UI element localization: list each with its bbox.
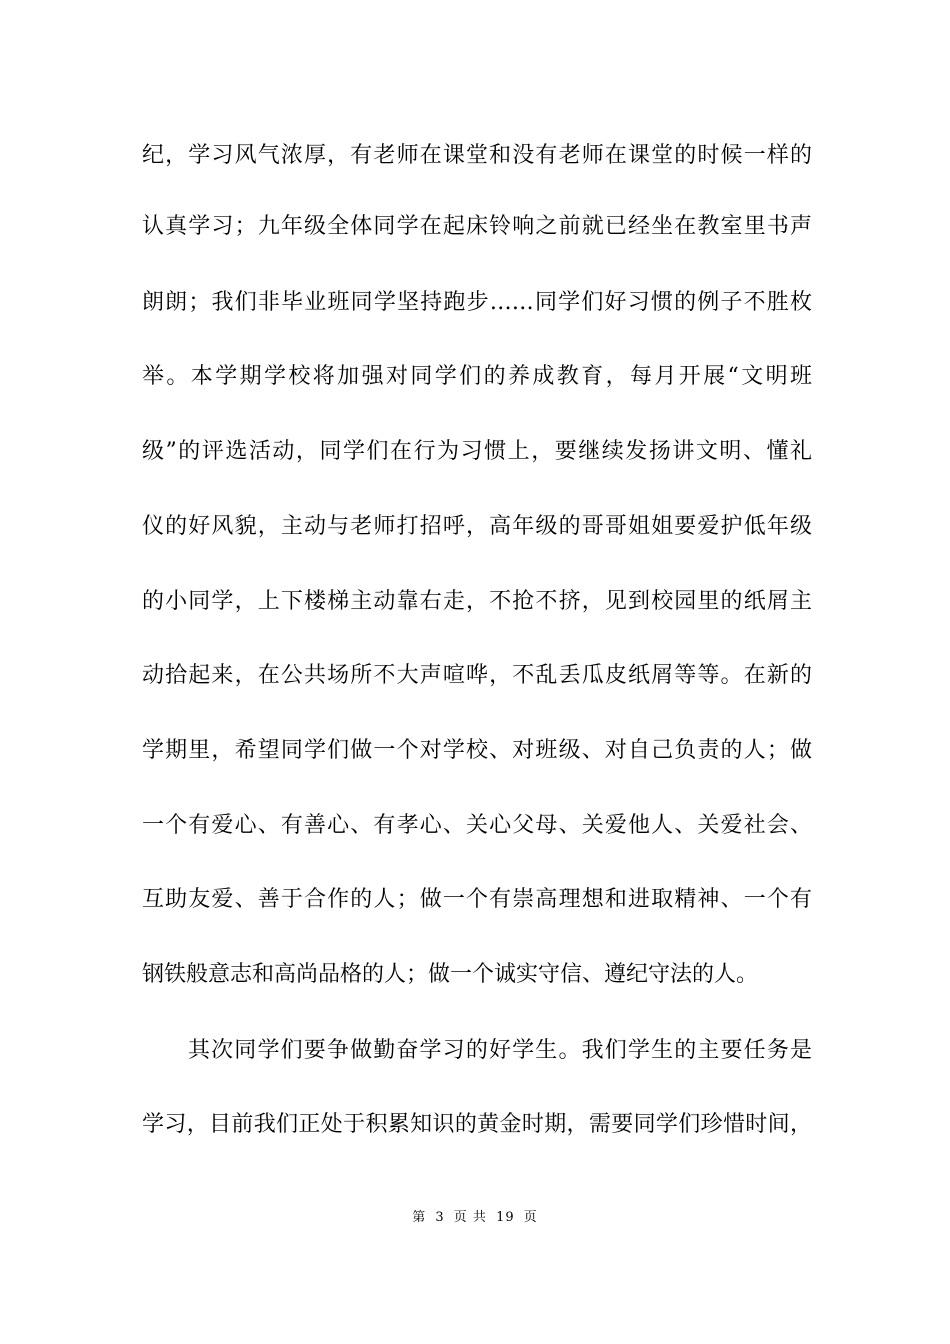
page-footer: [0, 1209, 950, 1227]
text-line-1: 纪，学习风气浓厚，有老师在课堂和没有老师在课堂的时候一样的: [142, 143, 812, 168]
text-line-12: 钢铁般意志和高尚品格的人；做一个诚实守信、遵纪守法的人。: [142, 962, 759, 987]
text-line-8: 动拾起来，在公共场所不大声喧哗，不乱丢瓜皮纸屑等等。在新的: [142, 663, 812, 688]
text-line-2: 认真学习；九年级全体同学在起床铃响之前就已经坐在教室里书声: [142, 214, 812, 239]
footer-prefix: 第: [412, 1210, 427, 1225]
text-line-10: 一个有爱心、有善心、有孝心、关心父母、关爱他人、关爱社会、: [142, 813, 812, 838]
text-line-14: 学习，目前我们正处于积累知识的黄金时期，需要同学们珍惜时间，: [142, 1112, 812, 1137]
text-line-3: 朗朗；我们非毕业班同学坚持跑步……同学们好习惯的例子不胜枚: [142, 290, 812, 315]
text-line-6: 仪的好风貌，主动与老师打招呼，高年级的哥哥姐姐要爱护低年级: [142, 514, 812, 539]
footer-total-pages: 19: [496, 1210, 515, 1225]
text-line-13: 其次同学们要争做勤奋学习的好学生。我们学生的主要任务是: [188, 1038, 812, 1063]
text-line-11: 互助友爱、善于合作的人；做一个有崇高理想和进取精神、一个有: [142, 887, 812, 912]
text-line-7: 的小同学，上下楼梯主动靠右走，不抢不挤，见到校园里的纸屑主: [142, 589, 812, 614]
text-line-4: 举。本学期学校将加强对同学们的养成教育，每月开展“文明班: [142, 364, 812, 389]
text-line-5: 级”的评选活动，同学们在行为习惯上，要继续发扬讲文明、懂礼: [142, 439, 812, 464]
footer-current-page: 3: [435, 1210, 445, 1225]
text-line-9: 学期里，希望同学们做一个对学校、对班级、对自己负责的人；做: [142, 738, 812, 763]
footer-suffix: 页: [523, 1210, 538, 1225]
footer-middle: 页 共: [453, 1210, 487, 1225]
